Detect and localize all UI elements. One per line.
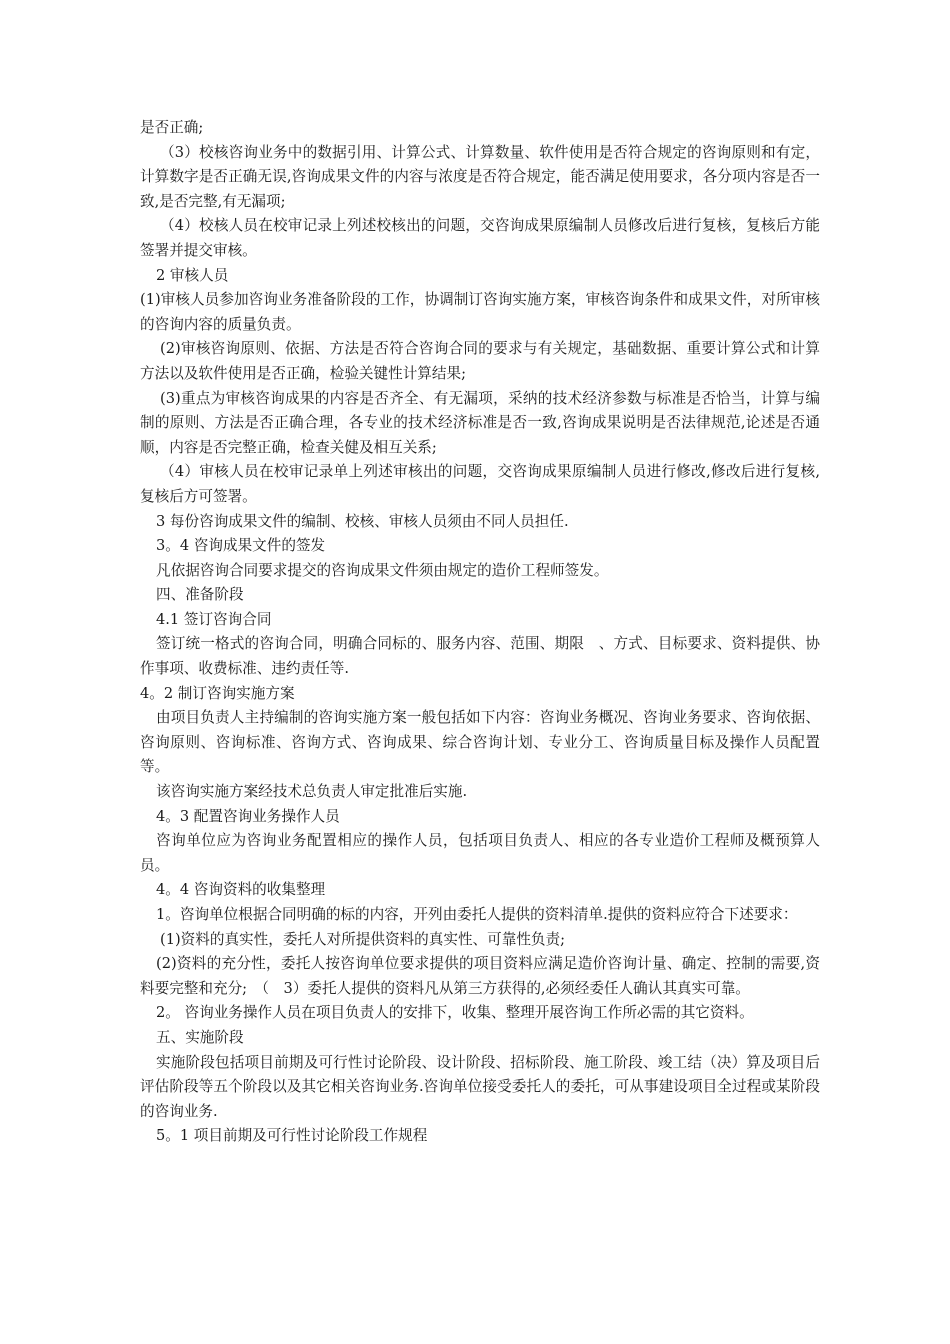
heading-section-5: 五、实施阶段	[156, 1028, 244, 1046]
paragraph-plan: 由项目负责人主持编制的咨询实施方案一般包括如下内容：咨询业务概况、咨询业务要求、咨询依据、咨询原则、咨询标准、咨询方式、咨询成果、综合咨询计划、专业分工、咨询质量目标及操作人员配置等。	[140, 709, 820, 776]
paragraph-check-item-4: （4）校核人员在校审记录上列述校核出的问题，交咨询成果原编制人员修改后进行复核，复核后方能签署并提交审核。	[140, 217, 820, 259]
heading-5-1: 5。1 项目前期及可行性讨论阶段工作规程	[156, 1127, 428, 1145]
heading-section-4: 四、准备阶段	[156, 586, 244, 604]
paragraph-materials-authenticity: (1)资料的真实性，委托人对所提供资料的真实性、可靠性负责;	[160, 930, 566, 948]
heading-4-1: 4.1 签订咨询合同	[156, 610, 272, 628]
heading-4-4: 4。4 咨询资料的收集整理	[156, 881, 326, 899]
paragraph-plan-approval: 该咨询实施方案经技术总负责人审定批准后实施.	[156, 783, 468, 801]
heading-reviewer: 2 审核人员	[156, 266, 229, 284]
heading-4-3: 4。3 配置咨询业务操作人员	[156, 807, 340, 825]
paragraph-materials-2: 2。 咨询业务操作人员在项目负责人的安排下，收集、整理开展咨询工作所必需的其它资料。	[156, 1004, 754, 1022]
paragraph-review-item-2: (2)审核咨询原则、依据、方法是否符合咨询合同的要求与有关规定，基础数据、重要计算公式和计算方法以及软件使用是否正确，检验关键性计算结果;	[140, 340, 820, 382]
paragraph-review-item-1: (1)审核人员参加咨询业务准备阶段的工作，协调制订咨询实施方案，审核咨询条件和成果文件，对所审核的咨询内容的质量负责。	[140, 291, 820, 333]
paragraph-implementation: 实施阶段包括项目前期及可行性讨论阶段、设计阶段、招标阶段、施工阶段、竣工结（决）算及项目后评估阶段等五个阶段以及其它相关咨询业务.咨询单位接受委托人的委托，可从事建设项目全过程或某阶段的咨询业务.	[140, 1053, 820, 1120]
heading-4-2: 4。2 制订咨询实施方案	[140, 684, 295, 702]
paragraph-materials-sufficiency: (2)资料的充分性，委托人按咨询单位要求提供的项目资料应满足造价咨询计量、确定、控制的需要,资料要完整和充分; （ 3）委托人提供的资料凡从第三方获得的,必须经委任人确认其真实可靠。	[140, 955, 820, 997]
paragraph-check-item-3: （3）校核咨询业务中的数据引用、计算公式、计算数量、软件使用是否符合规定的咨询原则和有定，计算数字是否正确无误,咨询成果文件的内容与浓度是否符合规定，能否满足使用要求，各分项内容是否一致,是否完整,有无漏项;	[140, 143, 820, 210]
paragraph-materials-1: 1。咨询单位根据合同明确的标的内容，开列由委托人提供的资料清单.提供的资料应符合下述要求：	[156, 906, 798, 923]
paragraph-personnel-rule: 3 每份咨询成果文件的编制、校核、审核人员须由不同人员担任.	[156, 512, 569, 530]
heading-3-4: 3。4 咨询成果文件的签发	[156, 537, 326, 555]
paragraph-continuation: 是否正确;	[140, 119, 204, 136]
paragraph-contract: 签订统一格式的咨询合同，明确合同标的、服务内容、范围、期限 、方式、目标要求、资料提供、协作事项、收费标准、违约责任等.	[140, 635, 820, 678]
paragraph-review-item-4: （4）审核人员在校审记录单上列述审核出的问题，交咨询成果原编制人员进行修改,修改后进行复核,复核后方可签署。	[140, 463, 820, 505]
paragraph-staffing: 咨询单位应为咨询业务配置相应的操作人员，包括项目负责人、相应的各专业造价工程师及概预算人员。	[140, 832, 820, 874]
document-page	[140, 116, 820, 1149]
paragraph-signing: 凡依据咨询合同要求提交的咨询成果文件须由规定的造价工程师签发。	[156, 561, 609, 579]
paragraph-review-item-3: (3)重点为审核咨询成果的内容是否齐全、有无漏项，采纳的技术经济参数与标准是否恰当，计算与编制的原则、方法是否正确合理，各专业的技术经济标准是否一致,咨询成果说明是否法律规范,论述是否通顺，内容是否完整正确，检查关健及相互关系;	[140, 389, 820, 456]
